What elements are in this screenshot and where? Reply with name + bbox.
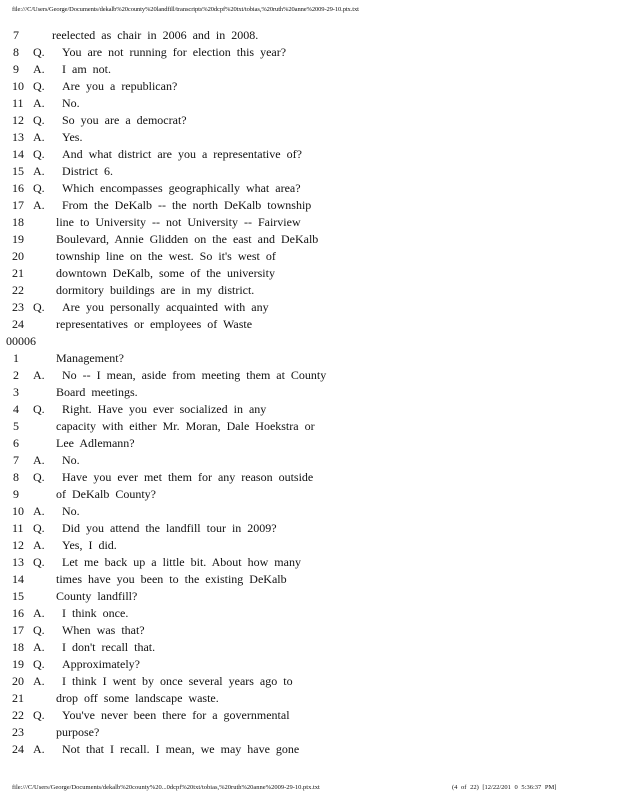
transcript-line [0,435,618,452]
line-text: times have you been to the existing DeKalb [56,572,287,586]
line-number: 17 [12,623,24,637]
line-number: 11 [12,521,24,535]
line-number: 11 [12,96,24,110]
speaker-label: A. [33,640,45,654]
footer-path: file:///C/Users/George/Documents/dekalb%20county%20...0dcpf%20txt/tobias,%20ruth%20anne%2009-29-10.ptx.txt [12,784,320,791]
line-text: purpose? [56,725,100,739]
line-number: 23 [12,300,24,314]
transcript-line [0,129,618,146]
line-number: 8 [13,470,19,484]
line-number: 16 [12,181,24,195]
transcript-line [0,27,618,44]
line-number: 9 [13,62,19,76]
line-number: 6 [13,436,19,450]
line-number: 8 [13,45,19,59]
transcript-line [0,61,618,78]
transcript-line [0,299,618,316]
line-text: Have you ever met them for any reason outside [62,470,314,484]
line-text: I think I went by once several years ago to [62,674,293,688]
line-text: Which encompasses geographically what area? [62,181,301,195]
speaker-label: Q. [33,45,45,59]
speaker-label: Q. [33,708,45,722]
line-number: 20 [12,249,24,263]
line-number: 12 [12,538,24,552]
line-number: 7 [13,28,19,42]
speaker-label: Q. [33,181,45,195]
line-number: 2 [13,368,19,382]
line-text: You are not running for election this year? [62,45,287,59]
transcript-line [0,248,618,265]
line-number: 12 [12,113,24,127]
speaker-label: A. [33,742,45,756]
transcript-line [0,588,618,605]
line-number: 3 [13,385,19,399]
transcript-line [0,554,618,571]
line-text: Are you a republican? [62,79,178,93]
line-text: Are you personally acquainted with any [62,300,269,314]
speaker-label: Q. [33,402,45,416]
line-text: When was that? [62,623,145,637]
speaker-label: Q. [33,147,45,161]
transcript-line [0,180,618,197]
line-text: Lee Adlemann? [56,436,135,450]
transcript-line [0,367,618,384]
line-text: Approximately? [62,657,140,671]
transcript-line [0,520,618,537]
transcript-line [0,265,618,282]
transcript-line [0,350,618,367]
line-number: 24 [12,742,24,756]
speaker-label: A. [33,164,45,178]
transcript-line [0,741,618,758]
line-text: line to University -- not University -- Fairview [56,215,301,229]
transcript-block-2 [0,350,618,758]
line-text: No. [62,504,80,518]
line-number: 5 [13,419,19,433]
line-number: 16 [12,606,24,620]
transcript-line [0,163,618,180]
speaker-label: Q. [33,470,45,484]
line-number: 21 [12,691,24,705]
line-number: 18 [12,640,24,654]
speaker-label: A. [33,453,45,467]
line-number: 20 [12,674,24,688]
line-number: 18 [12,215,24,229]
transcript-line [0,197,618,214]
line-text: So you are a democrat? [62,113,187,127]
transcript-line [0,639,618,656]
transcript-line [0,571,618,588]
line-number: 22 [12,708,24,722]
speaker-label: A. [33,62,45,76]
line-text: Did you attend the landfill tour in 2009? [62,521,277,535]
line-text: Let me back up a little bit. About how many [62,555,301,569]
line-text: District 6. [62,164,113,178]
document-header-path: file:///C/Users/George/Documents/dekalb%20county%20landfill/transcripts%20dcpf%20txt/tobias,%20ruth%20anne%2009-29-10.ptx.txt [12,6,359,13]
line-text: Yes. [62,130,83,144]
line-text: township line on the west. So it's west of [56,249,276,263]
line-number: 4 [13,402,19,416]
line-text: dormitory buildings are in my district. [56,283,255,297]
line-number: 19 [12,232,24,246]
line-text: No -- I mean, aside from meeting them at County [62,368,327,382]
transcript-line [0,537,618,554]
line-text: capacity with either Mr. Moran, Dale Hoekstra or [56,419,315,433]
speaker-label: Q. [33,113,45,127]
speaker-label: Q. [33,300,45,314]
transcript-line [0,452,618,469]
line-number: 14 [12,572,24,586]
line-text: I am not. [62,62,111,76]
line-number: 10 [12,504,24,518]
line-text: You've never been there for a governmental [62,708,290,722]
transcript-block-1 [0,27,618,333]
line-text: I think once. [62,606,129,620]
speaker-label: A. [33,674,45,688]
line-number: 15 [12,589,24,603]
transcript-body [0,27,618,758]
line-number: 13 [12,130,24,144]
transcript-line [0,214,618,231]
line-text: Boulevard, Annie Glidden on the east and DeKalb [56,232,319,246]
line-number: 14 [12,147,24,161]
line-text: And what district are you a representative of? [62,147,302,161]
transcript-line [0,44,618,61]
page-marker: 00006 [6,334,36,348]
transcript-line [0,112,618,129]
line-number: 23 [12,725,24,739]
transcript-line [0,316,618,333]
transcript-line [0,384,618,401]
speaker-label: A. [33,130,45,144]
speaker-label: A. [33,96,45,110]
speaker-label: A. [33,538,45,552]
speaker-label: Q. [33,623,45,637]
line-text: downtown DeKalb, some of the university [56,266,275,280]
line-text: Management? [56,351,124,365]
speaker-label: Q. [33,657,45,671]
line-number: 7 [13,453,19,467]
line-number: 21 [12,266,24,280]
transcript-line [0,707,618,724]
line-number: 10 [12,79,24,93]
transcript-line [0,78,618,95]
transcript-line [0,690,618,707]
transcript-line [0,469,618,486]
transcript-line [0,486,618,503]
speaker-label: A. [33,504,45,518]
transcript-line [0,605,618,622]
speaker-label: A. [33,198,45,212]
line-text: No. [62,96,80,110]
line-text: representatives or employees of Waste [56,317,253,331]
line-text: I don't recall that. [62,640,156,654]
line-text: No. [62,453,80,467]
transcript-line [0,656,618,673]
line-text: Yes, I did. [62,538,117,552]
speaker-label: A. [33,606,45,620]
speaker-label: Q. [33,555,45,569]
line-text: reelected as chair in 2006 and in 2008. [52,28,259,42]
speaker-label: A. [33,368,45,382]
line-number: 17 [12,198,24,212]
line-number: 1 [13,351,19,365]
transcript-line [0,231,618,248]
footer-page-info: (4 of 22) [12/22/201 0 5:36:37 PM] [452,784,557,791]
transcript-line [0,95,618,112]
line-text: of DeKalb County? [56,487,156,501]
transcript-line [0,724,618,741]
transcript-line [0,146,618,163]
line-text: From the DeKalb -- the north DeKalb township [62,198,312,212]
transcript-line [0,622,618,639]
transcript-line [0,503,618,520]
transcript-line [0,401,618,418]
line-text: Right. Have you ever socialized in any [62,402,267,416]
transcript-line [0,282,618,299]
line-text: drop off some landscape waste. [56,691,219,705]
transcript-line [0,418,618,435]
speaker-label: Q. [33,521,45,535]
line-text: Not that I recall. I mean, we may have gone [62,742,300,756]
line-number: 15 [12,164,24,178]
line-number: 13 [12,555,24,569]
transcript-line [0,673,618,690]
line-number: 24 [12,317,24,331]
line-number: 22 [12,283,24,297]
line-number: 9 [13,487,19,501]
line-text: County landfill? [56,589,138,603]
speaker-label: Q. [33,79,45,93]
line-number: 19 [12,657,24,671]
line-text: Board meetings. [56,385,138,399]
